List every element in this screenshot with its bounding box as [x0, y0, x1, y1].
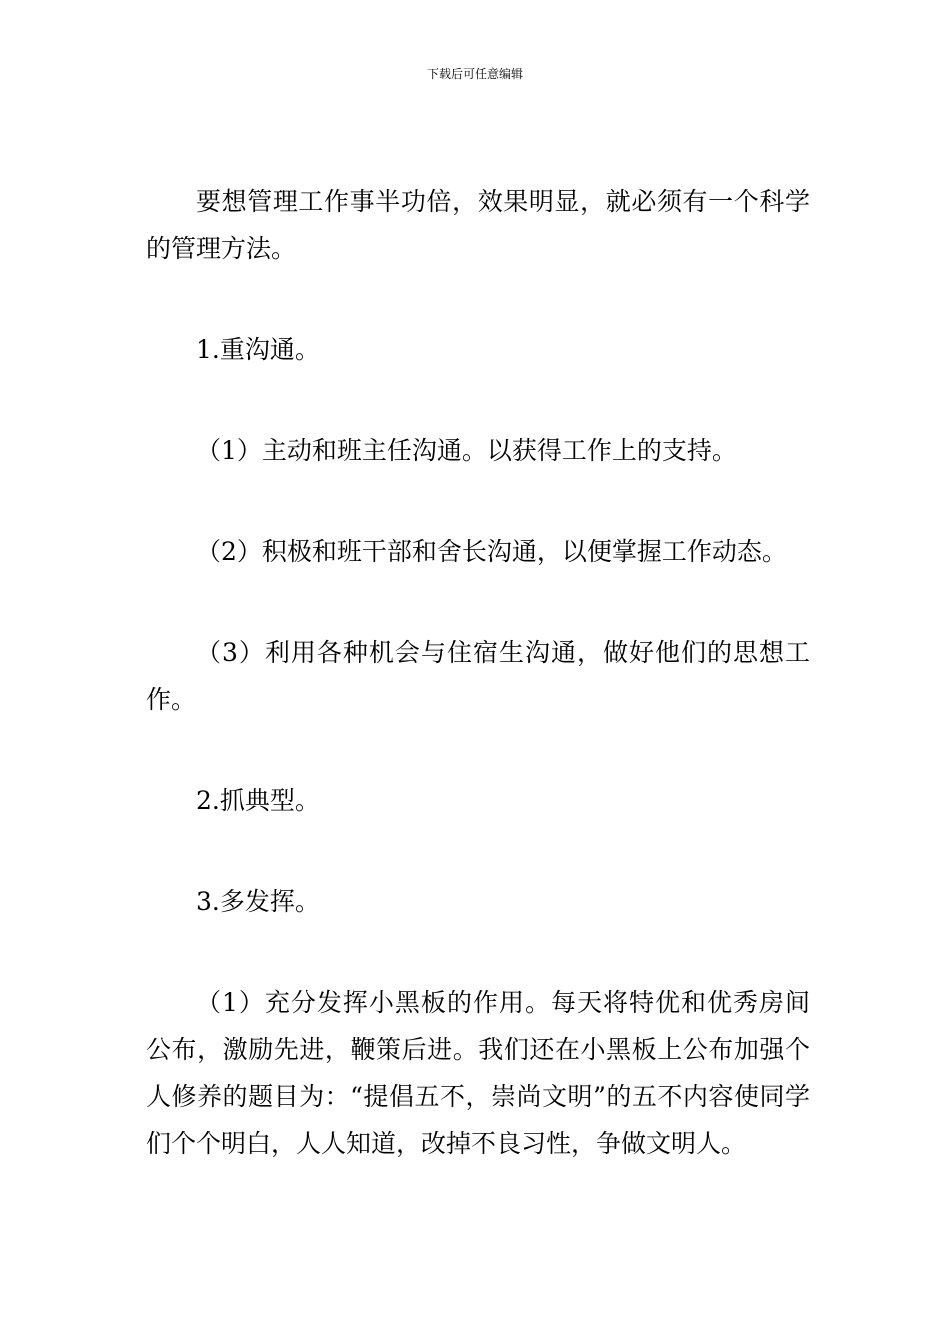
- item-communication-1: （1）主动和班主任沟通。以获得工作上的支持。: [196, 436, 737, 465]
- document-body: [146, 178, 810, 1167]
- item-communication-3: （3）利用各种机会与住宿生沟通，做好他们的思想工作。: [146, 638, 810, 714]
- heading-communication: 1.重沟通。: [196, 335, 320, 364]
- item-blackboard: （1）充分发挥小黑板的作用。每天将特优和优秀房间公布，激励先进，鞭策后进。我们还在小黑板上公布加强个人修养的题目为：“提倡五不，崇尚文明”的五不内容使同学们个个明白，人人知道，改掉不良习性，争做文明人。: [146, 988, 810, 1158]
- page-header: 下载后可任意编辑: [426, 67, 523, 81]
- item-communication-2: （2）积极和班干部和舍长沟通，以便掌握工作动态。: [196, 537, 787, 566]
- heading-play-role: 3.多发挥。: [196, 887, 320, 916]
- heading-typical: 2.抓典型。: [196, 786, 320, 815]
- paragraph-intro: 要想管理工作事半功倍，效果明显，就必须有一个科学的管理方法。: [146, 187, 810, 263]
